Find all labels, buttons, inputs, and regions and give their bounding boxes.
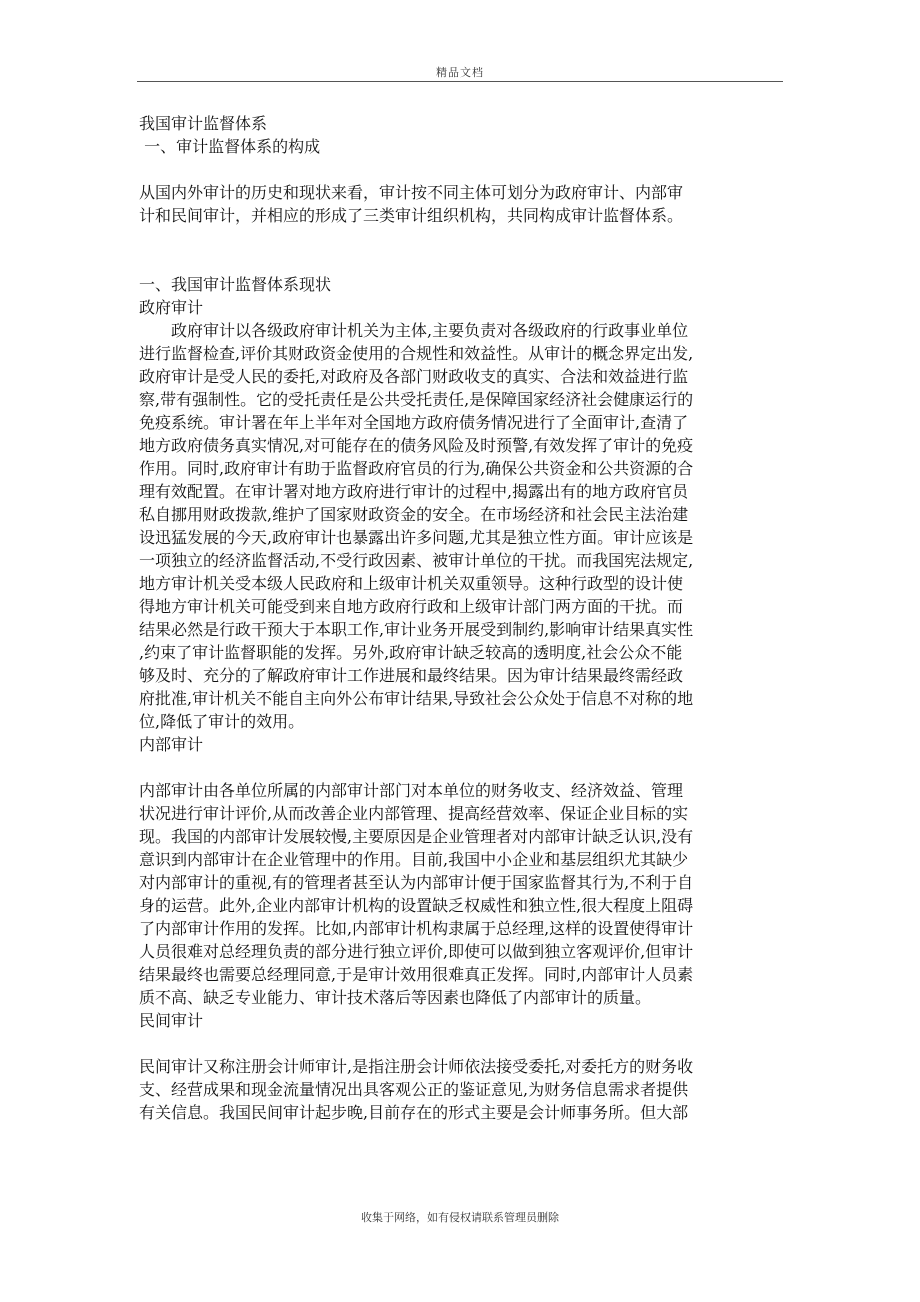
paragraph-line: 察,带有强制性。它的受托责任是公共受托责任,是保障国家经济社会健康运行的: [139, 390, 694, 409]
paragraph-line: 有关信息。我国民间审计起步晚,目前存在的形式主要是会计师事务所。但大部: [139, 1103, 689, 1122]
internal-audit-paragraph: [139, 779, 783, 1009]
subheading-government-audit: 政府审计: [139, 298, 204, 317]
section-heading-status: 一、我国审计监督体系现状: [139, 275, 332, 294]
subheading-civil-audit: 民间审计: [139, 1011, 204, 1030]
paragraph-line: 私自挪用财政拨款,维护了国家财政资金的安全。在市场经济和社会民主法治建: [139, 505, 689, 524]
section-heading-composition: 一、审计监督体系的构成: [139, 137, 321, 156]
blank-line: [139, 1032, 783, 1055]
paragraph-line: 支、经营成果和现金流量情况出具客观公正的鉴证意见,为财务信息需求者提供: [139, 1080, 689, 1099]
paragraph-line: 计和民间审计，并相应的形成了三类审计组织机构，共同构成审计监督体系。: [139, 206, 684, 225]
paragraph-line: 身的运营。此外,企业内部审计机构的设置缺乏权威性和独立性,很大程度上阻碍: [139, 896, 694, 915]
paragraph-line: 了内部审计作用的发挥。比如,内部审计机构隶属于总经理,这样的设置使得审计: [139, 919, 694, 938]
paragraph-line: 免疫系统。审计署在年上半年对全国地方政府债务情况进行了全面审计,查清了: [139, 413, 689, 432]
paragraph-line: 政府审计以各级政府审计机关为主体,主要负责对各级政府的行政事业单位: [171, 321, 689, 340]
blank-line: [139, 227, 783, 273]
document-title: 我国审计监督体系: [139, 114, 268, 133]
paragraph-line: 人员很难对总经理负责的部分进行独立评价,即使可以做到独立客观评价,但审计: [139, 942, 694, 961]
header-divider: [137, 81, 783, 82]
subheading-internal-audit: 内部审计: [139, 735, 204, 754]
paragraph-line: 对内部审计的重视,有的管理者甚至认为内部审计便于国家监督其行为,不利于自: [139, 873, 694, 892]
paragraph-line: 一项独立的经济监督活动,不受行政因素、被审计单位的干扰。而我国宪法规定,: [139, 551, 694, 570]
government-audit-paragraph: [139, 319, 783, 733]
blank-line: [139, 158, 783, 181]
paragraph-line: 进行监督检查,评价其财政资金使用的合规性和效益性。从审计的概念界定出发,: [139, 344, 694, 363]
page-footer: 收集于网络，如有侵权请联系管理员删除: [361, 1211, 559, 1224]
paragraph-line: 地方审计机关受本级人民政府和上级审计机关双重领导。这种行政型的设计使: [139, 574, 684, 593]
paragraph-line: 结果最终也需要总经理同意,于是审计效用很难真正发挥。同时,内部审计人员素: [139, 965, 694, 984]
paragraph-line: 位,降低了审计的效用。: [139, 712, 305, 731]
paragraph-line: 政府审计是受人民的委托,对政府及各部门财政收支的真实、合法和效益进行监: [139, 367, 689, 386]
paragraph-line: 质不高、缺乏专业能力、审计技术落后等因素也降低了内部审计的质量。: [139, 988, 652, 1007]
paragraph-line: 民间审计又称注册会计师审计,是指注册会计师依法接受委托,对委托方的财务收: [139, 1057, 694, 1076]
paragraph-line: 从国内外审计的历史和现状来看，审计按不同主体可划分为政府审计、内部审: [139, 183, 684, 202]
paragraph-line: 作用。同时,政府审计有助于监督政府官员的行为,确保公共资金和公共资源的合: [139, 459, 694, 478]
paragraph-line: 地方政府债务真实情况,对可能存在的债务风险及时预警,有效发挥了审计的免疫: [139, 436, 694, 455]
page-header: 精品文档: [436, 66, 484, 79]
paragraph-line: 结果必然是行政干预大于本职工作,审计业务开展受到制约,影响审计结果真实性: [139, 620, 694, 639]
paragraph-line: 状况进行审计评价,从而改善企业内部管理、提高经营效率、保证企业目标的实: [139, 804, 689, 823]
paragraph-line: 设迅猛发展的今天,政府审计也暴露出许多问题,尤其是独立性方面。审计应该是: [139, 528, 694, 547]
paragraph-line: 理有效配置。在审计署对地方政府进行审计的过程中,揭露出有的地方政府官员: [139, 482, 689, 501]
document-body: [139, 112, 783, 1124]
paragraph-line: ,约束了审计监督职能的发挥。另外,政府审计缺乏较高的透明度,社会公众不能: [139, 643, 683, 662]
paragraph-line: 得地方审计机关可能受到来自地方政府行政和上级审计部门两方面的干扰。而: [139, 597, 684, 616]
paragraph-line: 现。我国的内部审计发展较慢,主要原因是企业管理者对内部审计缺乏认识,没有: [139, 827, 694, 846]
paragraph-line: 够及时、充分的了解政府审计工作进展和最终结果。因为审计结果最终需经政: [139, 666, 684, 685]
paragraph-line: 意识到内部审计在企业管理中的作用。目前,我国中小企业和基层组织尤其缺少: [139, 850, 689, 869]
blank-line: [139, 756, 783, 779]
paragraph-line: 府批准,审计机关不能自主向外公布审计结果,导致社会公众处于信息不对称的地: [139, 689, 694, 708]
intro-paragraph: [139, 181, 783, 227]
civil-audit-paragraph: [139, 1055, 783, 1124]
paragraph-line: 内部审计由各单位所属的内部审计部门对本单位的财务收支、经济效益、管理: [139, 781, 684, 800]
